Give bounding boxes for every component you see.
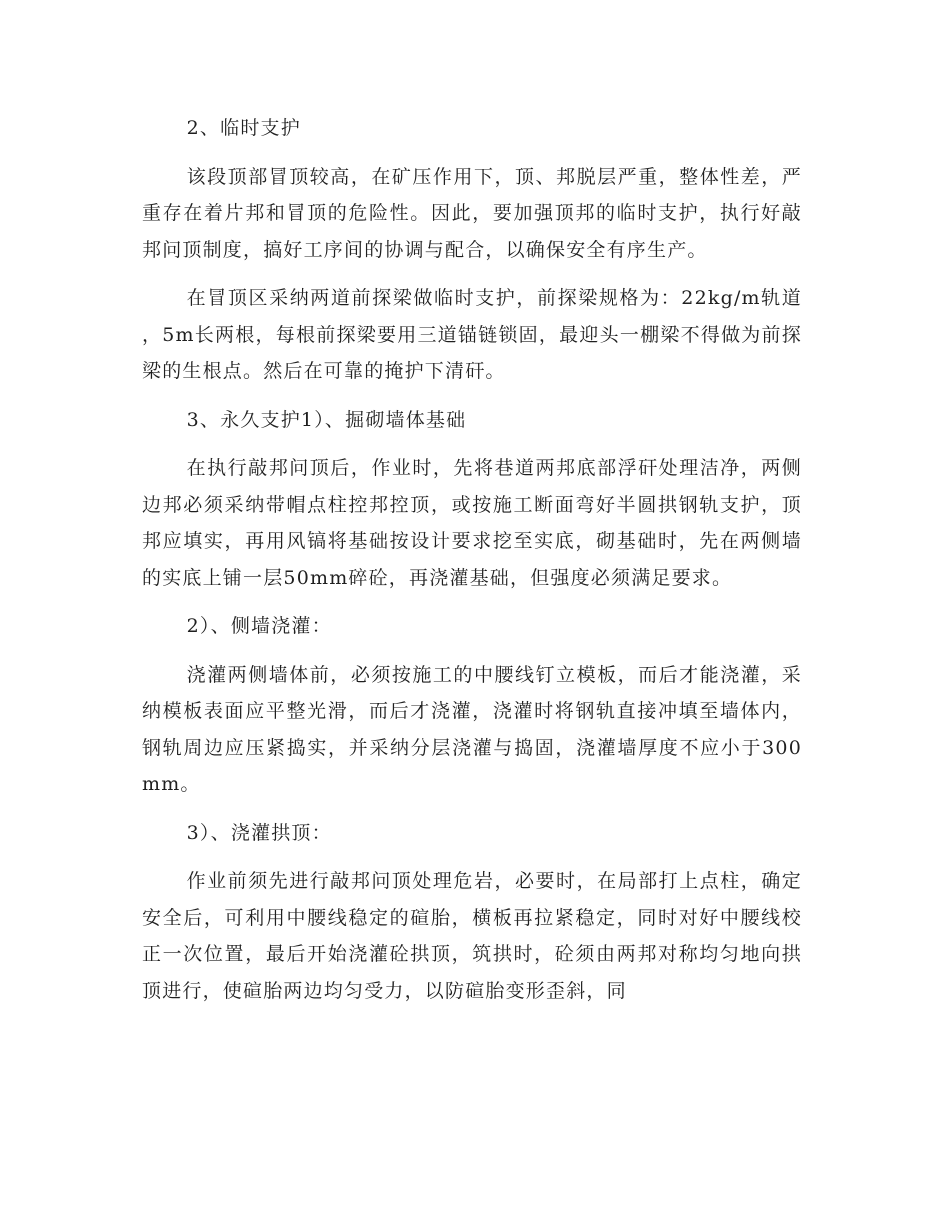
paragraph-side-wall-pouring: 浇灌两侧墙体前，必须按施工的中腰线钉立模板，而后才能浇灌，采纳模板表面应平整光滑，而后才浇灌，浇灌时将钢轨直接冲填至墙体内，钢轨周边应压紧捣实，并采纳分层浇灌与捣固，浇灌墙厚度不应小于300mm。 — [142, 663, 802, 795]
section-heading-arch-pouring: 3）、浇灌拱顶： — [186, 821, 332, 844]
section-heading-permanent-support: 3、永久支护1）、掘砌墙体基础 — [186, 408, 467, 431]
section-heading-side-wall-pouring: 2）、侧墙浇灌： — [186, 615, 332, 637]
document-body — [142, 110, 802, 1021]
section-heading-temporary-support: 2、临时支护 — [186, 117, 301, 139]
paragraph-front-probe-beam: 在冒顶区采纳两道前探梁做临时支护，前探梁规格为：22kg/m轨道，5m长两根，每根前探梁要用三道锚链锁固，最迎头一棚梁不得做为前探梁的生根点。然后在可靠的掩护下清矸。 — [142, 287, 802, 382]
paragraph-roof-condition: 该段顶部冒顶较高，在矿压作用下，顶、邦脱层严重，整体性差，严重存在着片邦和冒顶的危险性。因此，要加强顶邦的临时支护，执行好敲邦问顶制度，搞好工序间的协调与配合，以确保安全有序生产。 — [142, 165, 802, 261]
paragraph-wall-foundation: 在执行敲邦问顶后，作业时，先将巷道两邦底部浮矸处理洁净，两侧边邦必须采纳带帽点柱控邦控顶，或按施工断面弯好半圆拱钢轨支护，顶邦应填实，再用风镐将基础按设计要求挖至实底，砌基础时，先在两侧墙的实底上铺一层50mm碎砼，再浇灌基础，但强度必须满足要求。 — [142, 457, 802, 589]
paragraph-arch-pouring: 作业前须先进行敲邦问顶处理危岩，必要时，在局部打上点柱，确定安全后，可利用中腰线稳定的碹胎，横板再拉紧稳定，同时对好中腰线校正一次位置，最后开始浇灌砼拱顶，筑拱时，砼须由两邦对称均匀地向拱顶进行，使碹胎两边均匀受力，以防碹胎变形歪斜，同 — [142, 870, 802, 1002]
